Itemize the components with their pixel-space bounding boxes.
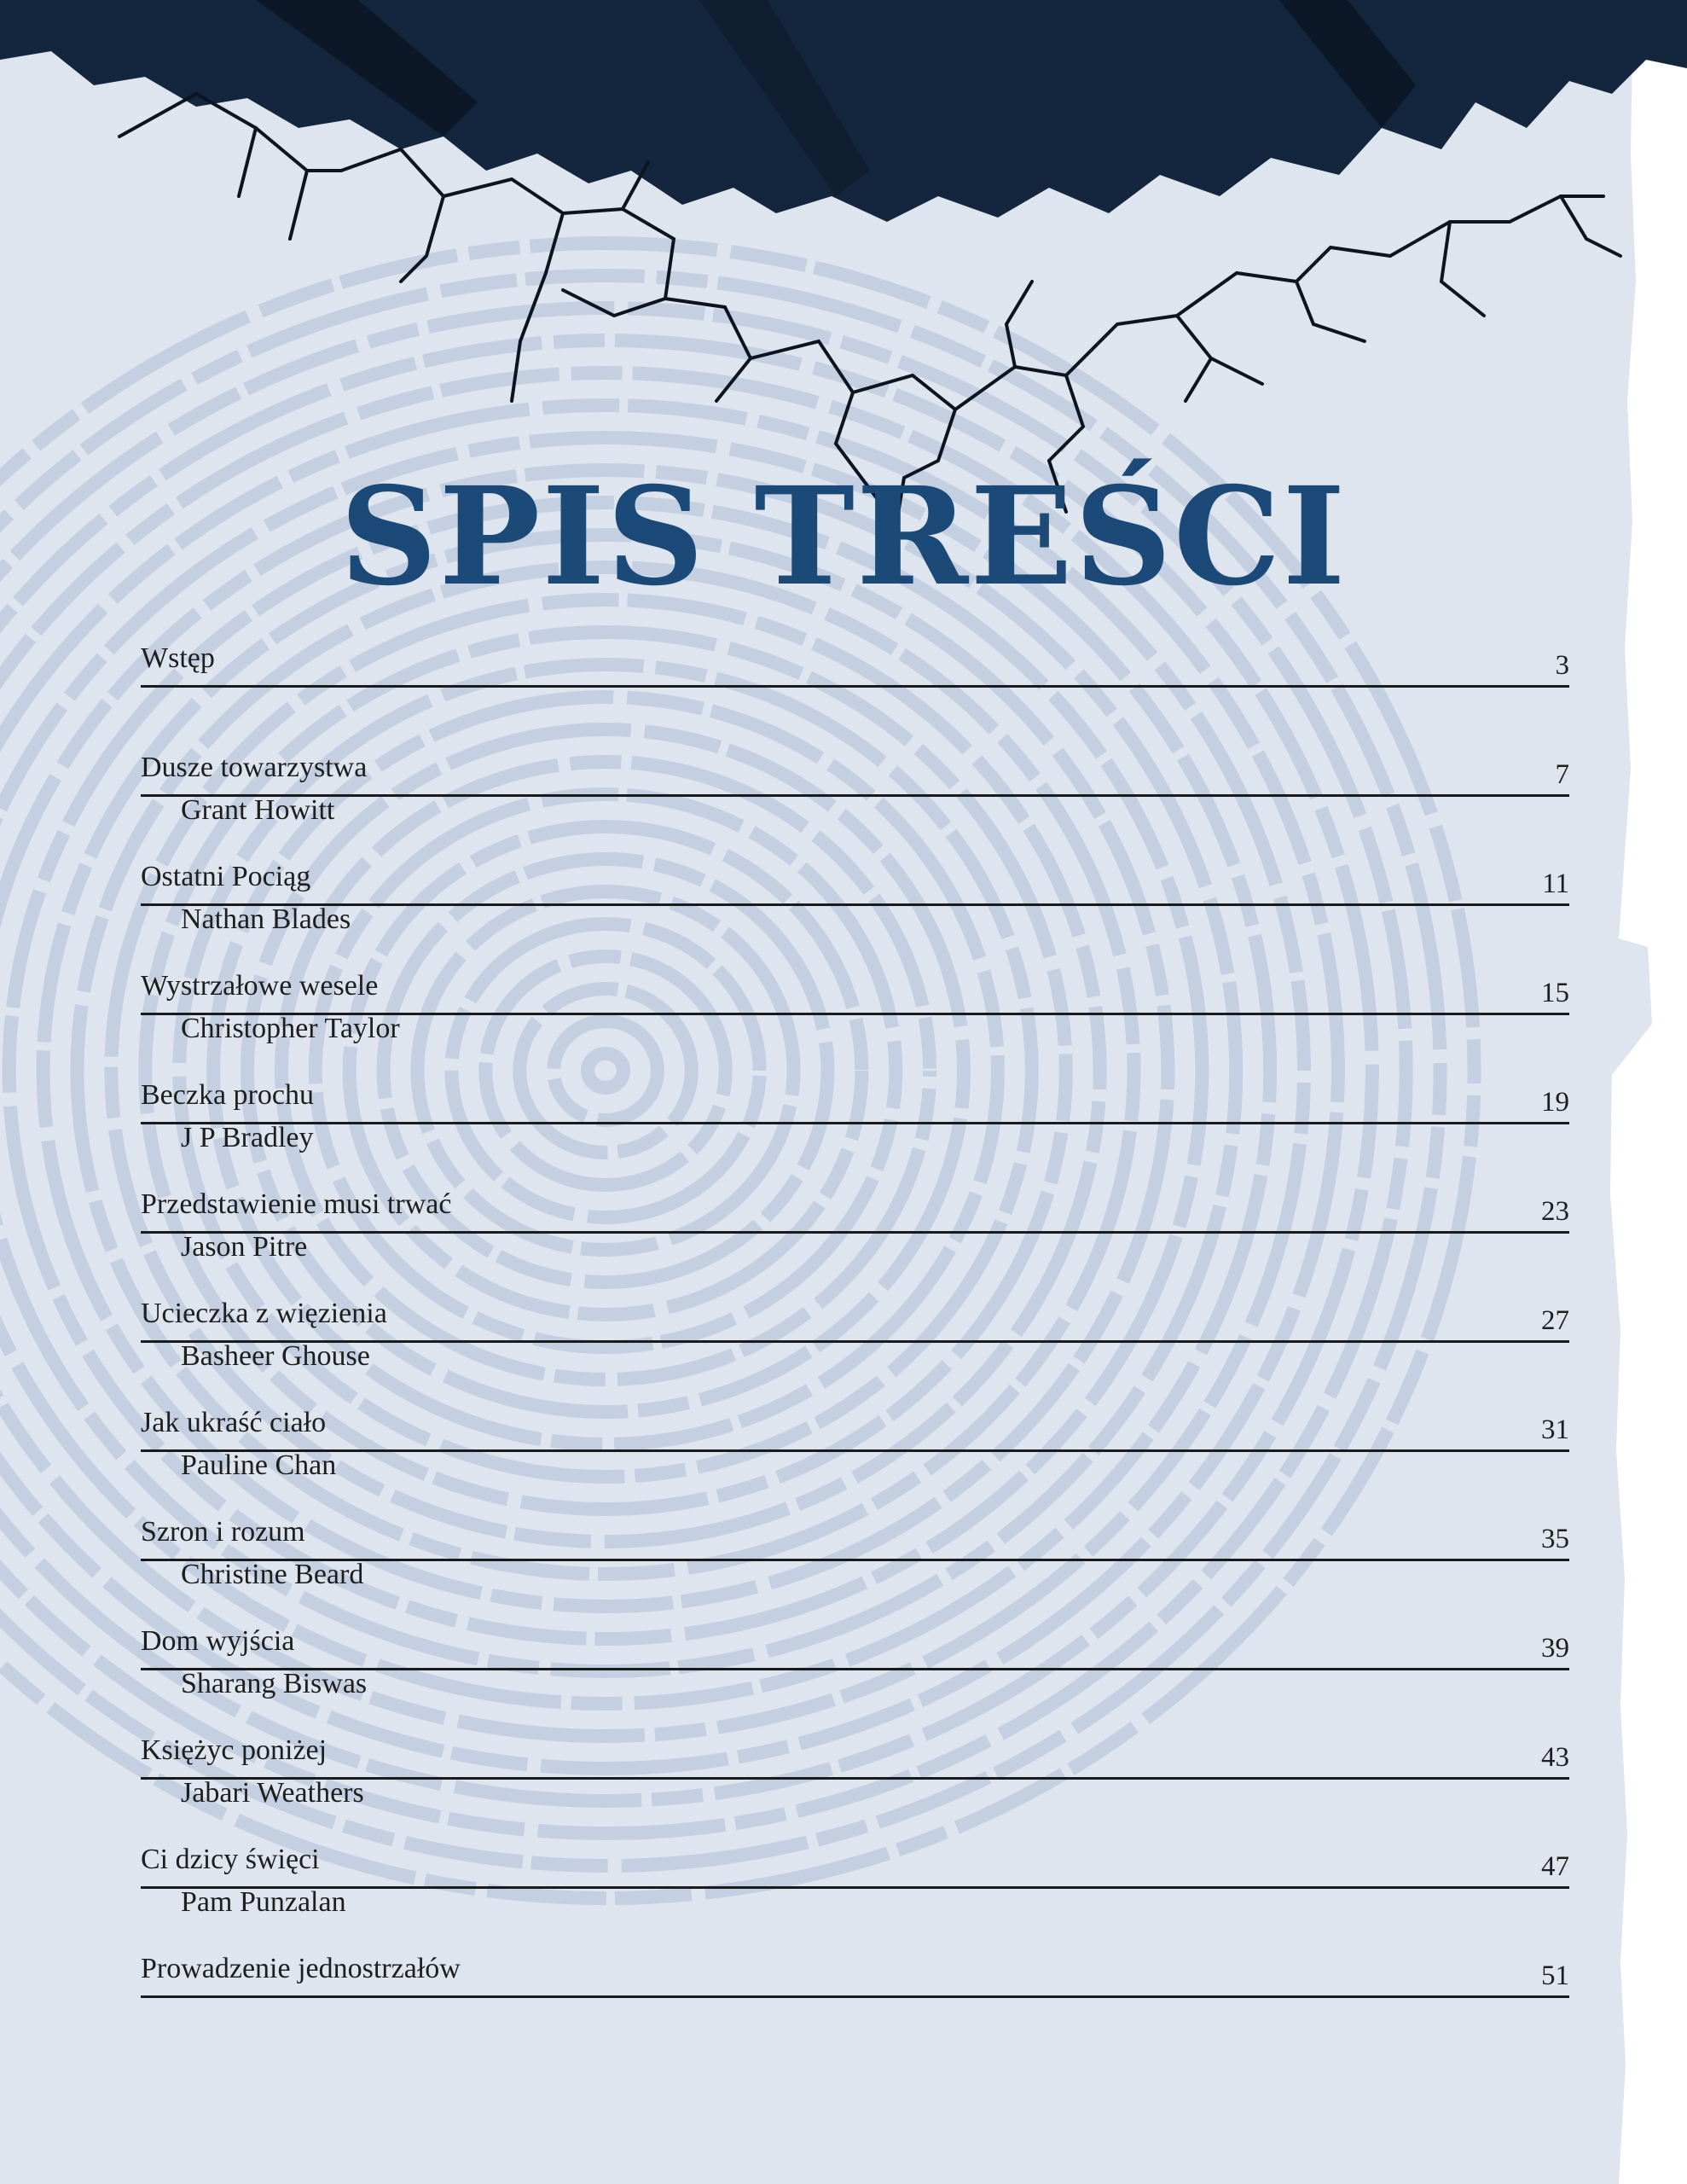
- page-title: SPIS TREŚCI: [339, 458, 1348, 616]
- toc-entry-author: J P Bradley: [181, 1122, 314, 1153]
- toc-entry-rule: [141, 903, 1569, 906]
- toc-entry-rule: [141, 1449, 1569, 1452]
- toc-entry-author: Christine Beard: [181, 1559, 364, 1590]
- toc-entry-page-number: 35: [1541, 1524, 1569, 1554]
- toc-entry-title: Prowadzenie jednostrzałów: [141, 1953, 461, 1984]
- toc-entry-page-number: 39: [1541, 1633, 1569, 1664]
- toc-entry-page-number: 23: [1541, 1196, 1569, 1227]
- toc-entry-title: Ucieczka z więzienia: [141, 1298, 387, 1329]
- toc-entry-author: Nathan Blades: [181, 903, 351, 935]
- toc-entry-author: Basheer Ghouse: [181, 1340, 370, 1372]
- toc-entry-title: Wstęp: [141, 642, 215, 674]
- toc-entry-rule: [141, 1886, 1569, 1889]
- toc-entry-title: Beczka prochu: [141, 1079, 314, 1111]
- toc-entry-title: Szron i rozum: [141, 1516, 305, 1548]
- toc-entry-page-number: 11: [1542, 868, 1569, 899]
- toc-entry-title: Przedstawienie musi trwać: [141, 1188, 452, 1220]
- toc-entry-title: Księżyc poniżej: [141, 1734, 328, 1766]
- toc-entry-page-number: 47: [1541, 1851, 1569, 1882]
- toc-entry-author: Christopher Taylor: [181, 1013, 400, 1044]
- toc-entry-page-number: 7: [1555, 759, 1569, 790]
- toc-entry-title: Jak ukraść ciało: [141, 1407, 327, 1438]
- toc-entry-title: Dusze towarzystwa: [141, 752, 368, 783]
- toc-entry-title: Ostatni Pociąg: [141, 861, 311, 892]
- toc-entry-page-number: 51: [1541, 1960, 1569, 1991]
- toc-entry-author: Jason Pitre: [181, 1231, 308, 1263]
- toc-entry-page-number: 27: [1541, 1305, 1569, 1336]
- toc-entry-rule: [141, 794, 1569, 797]
- toc-entry-author: Jabari Weathers: [181, 1777, 364, 1809]
- toc-entry-author: Grant Howitt: [181, 794, 335, 826]
- toc-entry-rule: [141, 1995, 1569, 1998]
- toc-entry-page-number: 19: [1541, 1087, 1569, 1118]
- toc-entry-title: Ci dzicy święci: [141, 1844, 320, 1875]
- toc-entry: [141, 1952, 1569, 2080]
- toc-entry-page-number: 43: [1541, 1742, 1569, 1773]
- toc-entry-page-number: 15: [1541, 978, 1569, 1008]
- toc-entry-title: Dom wyjścia: [141, 1625, 295, 1657]
- toc-entry-page-number: 31: [1541, 1414, 1569, 1445]
- toc-entry-rule: [141, 1231, 1569, 1234]
- toc-entry-author: Sharang Biswas: [181, 1668, 368, 1699]
- toc-entry-author: Pauline Chan: [181, 1449, 337, 1481]
- toc-entry-rule: [141, 685, 1569, 688]
- toc-entry-title: Wystrzałowe wesele: [141, 970, 379, 1002]
- toc-entry-rule: [141, 1122, 1569, 1124]
- toc-entry-page-number: 3: [1555, 650, 1569, 681]
- toc-entry-author: Pam Punzalan: [181, 1886, 346, 1918]
